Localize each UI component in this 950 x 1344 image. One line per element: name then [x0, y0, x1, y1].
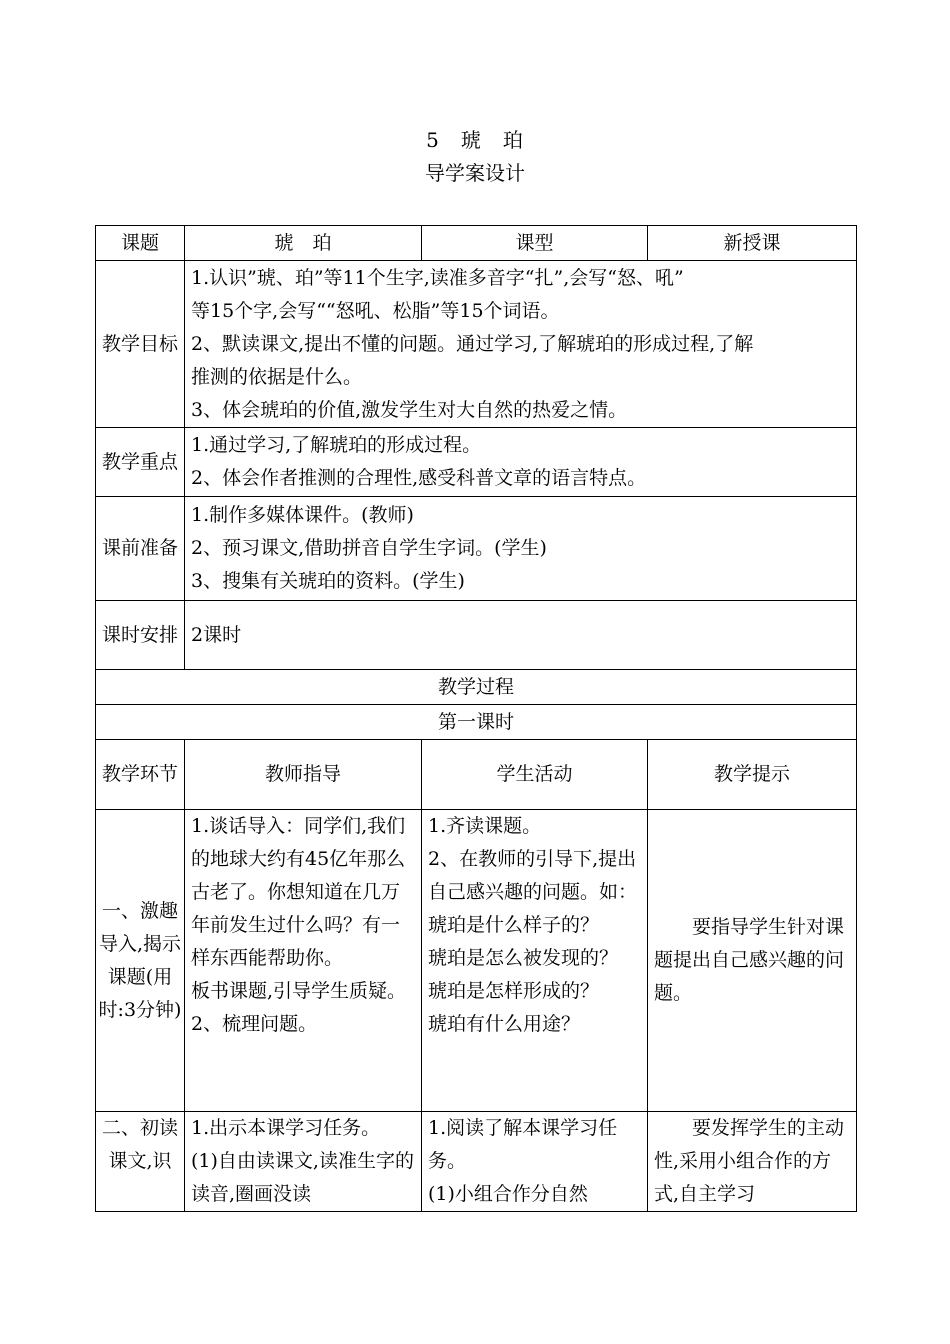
student-line: 2、在教师的引导下,提出自己感兴趣的问题。如：: [428, 848, 638, 903]
key-point-line: 2、体会作者推测的合理性,感受科普文章的语言特点。: [191, 467, 647, 489]
schedule-value: 2课时: [185, 601, 857, 670]
student-line: 1.齐读课题。: [428, 815, 542, 837]
label-schedule: 课时安排: [96, 601, 185, 670]
label-goals: 教学目标: [96, 261, 185, 428]
key-points-content: [185, 428, 857, 497]
topic-value: 琥 珀: [185, 226, 422, 261]
stage-name: 一、激趣导入,揭示课题(用时:3分钟): [96, 810, 185, 1112]
lesson-plan-table: [95, 225, 857, 1212]
student-activity: [422, 810, 648, 1112]
student-line: 琥珀是怎么被发现的？: [428, 947, 619, 969]
stage-name: 二、初读课文,识: [96, 1112, 185, 1212]
col-tips-header: 教学提示: [648, 740, 857, 810]
student-line: 琥珀有什么用途？: [428, 1013, 581, 1035]
goal-line: 1.认识”琥、珀”等11个生字,读准多音字“扎”,会写“怒、吼”: [191, 266, 684, 289]
schedule-row: [96, 601, 857, 670]
teaching-tip: 要指导学生针对课题提出自己感兴趣的问题。: [648, 810, 857, 1112]
preparation-line: 1.制作多媒体课件。(教师): [191, 504, 414, 526]
document-title: 5 琥 珀: [426, 128, 524, 152]
process-heading-row: [96, 670, 857, 705]
col-stage-header: 教学环节: [96, 740, 185, 810]
label-type: 课型: [422, 226, 648, 261]
key-points-row: [96, 428, 857, 497]
student-activity: [422, 1112, 648, 1212]
teacher-line: 1.出示本课学习任务。: [191, 1117, 381, 1139]
preparation-row: [96, 497, 857, 601]
goals-content: [185, 261, 857, 428]
goal-line: 2、默读课文,提出不懂的问题。通过学习,了解琥珀的形成过程,了解: [191, 332, 754, 355]
col-teacher-header: 教师指导: [185, 740, 422, 810]
teacher-guidance: [185, 1112, 422, 1212]
goals-row: [96, 261, 857, 428]
col-student-header: 学生活动: [422, 740, 648, 810]
teacher-line: (1)自由读课文,读准生字的读音,圈画没读: [191, 1150, 414, 1205]
stage-row: [96, 810, 857, 1112]
teacher-guidance: [185, 810, 422, 1112]
student-line: 琥珀是怎样形成的？: [428, 980, 600, 1002]
lesson-heading-row: [96, 705, 857, 740]
teacher-line: 板书课题,引导学生质疑。: [191, 980, 407, 1002]
preparation-line: 3、搜集有关琥珀的资料。(学生): [191, 570, 465, 592]
document-subtitle: 导学案设计: [425, 161, 525, 185]
type-value: 新授课: [648, 226, 857, 261]
lesson-heading: 第一课时: [96, 705, 857, 740]
label-key-points: 教学重点: [96, 428, 185, 497]
label-topic: 课题: [96, 226, 185, 261]
student-line: (1)小组合作分自然: [428, 1183, 588, 1205]
stage-row: [96, 1112, 857, 1212]
student-line: 1.阅读了解本课学习任务。: [428, 1117, 618, 1172]
info-row: [96, 226, 857, 261]
goal-line: 等15个字,会写““怒吼、松脂”等15个词语。: [191, 299, 560, 322]
process-columns-row: [96, 740, 857, 810]
teacher-line: 1.谈话导入：同学们,我们的地球大约有45亿年那么古老了。你想知道在几万年前发生过什么吗？有一样东西能帮助你。: [191, 815, 406, 969]
preparation-content: [185, 497, 857, 601]
key-point-line: 1.通过学习,了解琥珀的形成过程。: [191, 434, 482, 456]
preparation-line: 2、预习课文,借助拼音自学生字词。(学生): [191, 537, 547, 559]
label-preparation: 课前准备: [96, 497, 185, 601]
goal-line: 3、体会琥珀的价值,激发学生对大自然的热爱之情。: [191, 398, 628, 421]
student-line: 琥珀是什么样子的？: [428, 914, 600, 936]
teacher-line: 2、梳理问题。: [191, 1013, 318, 1035]
process-heading: 教学过程: [96, 670, 857, 705]
teaching-tip: 要发挥学生的主动性,采用小组合作的方式,自主学习: [648, 1112, 857, 1212]
goal-line: 推测的依据是什么。: [191, 365, 363, 388]
